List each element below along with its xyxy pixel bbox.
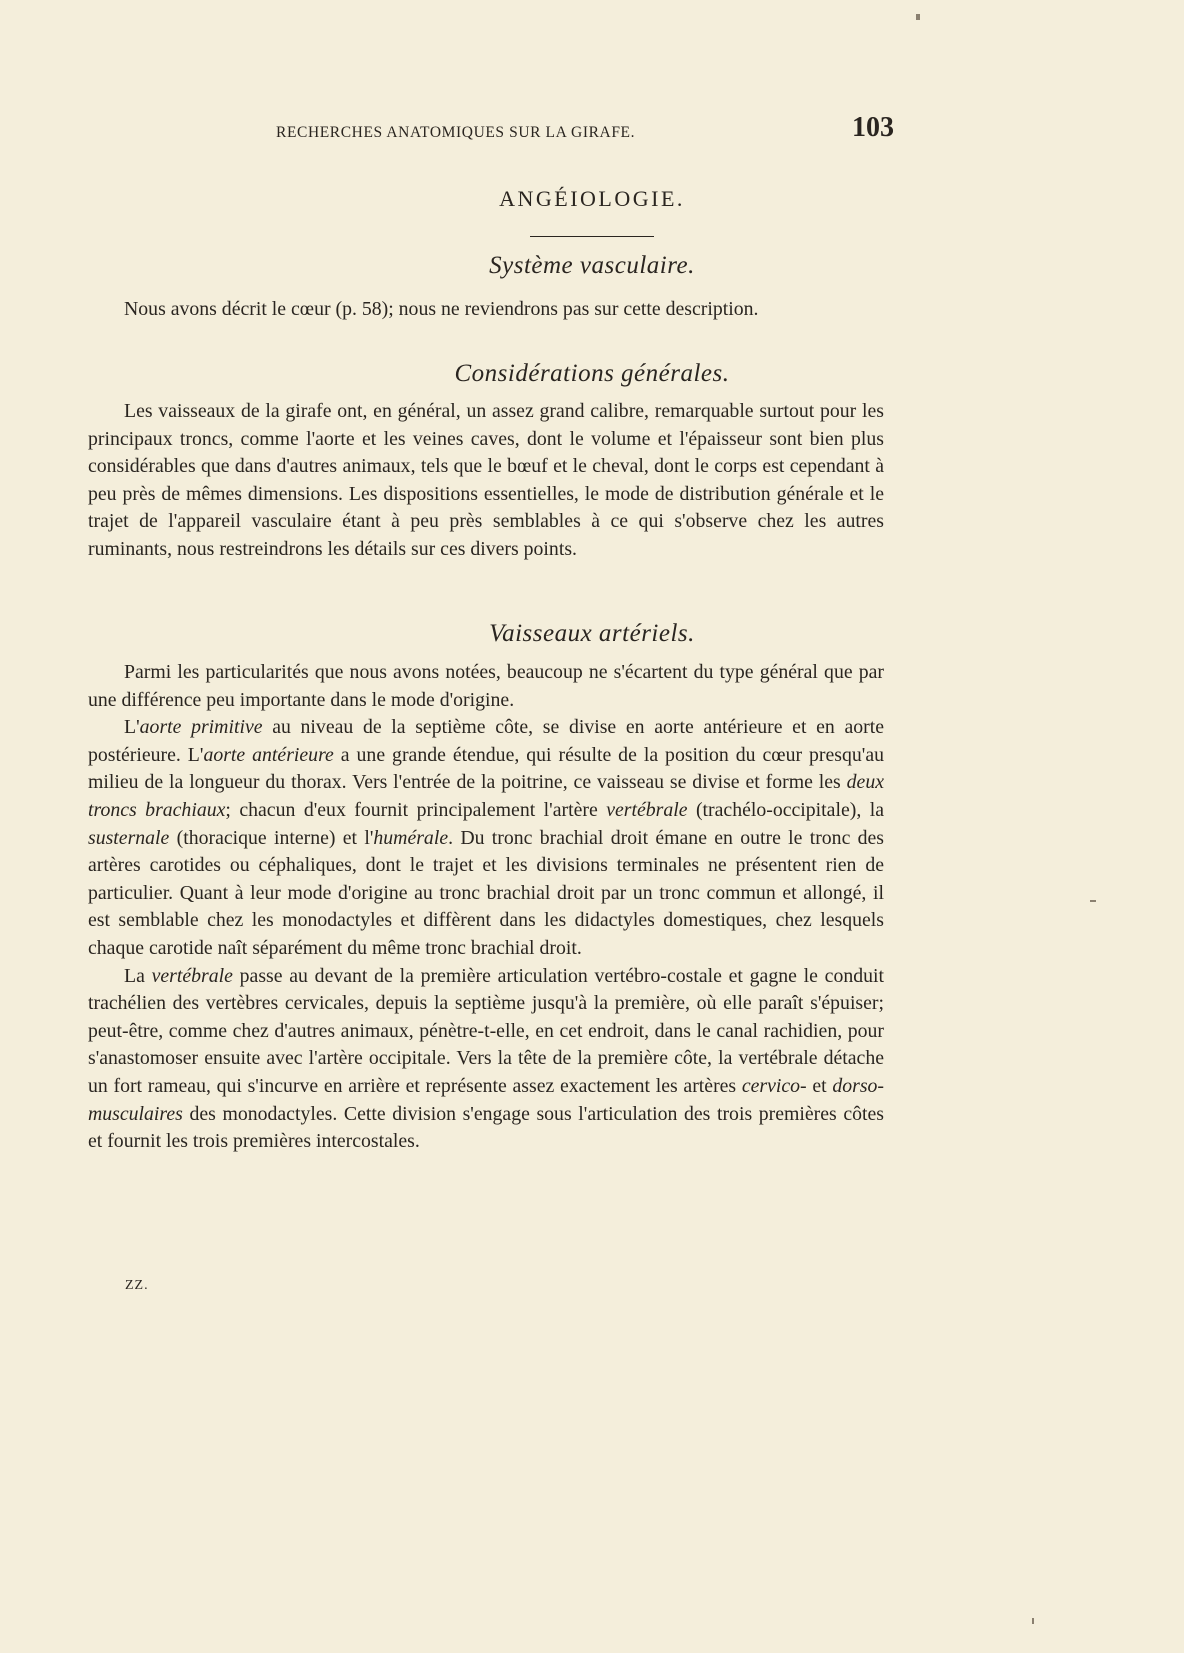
paragraph-text: Les vaisseaux de la girafe ont, en général, un assez grand calibre, remarquable surtout pour les principaux troncs, comme l'aorte et les veines caves, dont le volume et l'épaisseur sont bien plus considérables que dans d'autres animaux, tels que le bœuf et le cheval, dont le corps est cependant à peu près de mêmes dimensions. Les dispositions essentielles, le mode de distribution générale et le trajet de l'appareil vasculaire étant à peu près semblables à ce qui s'observe chez les autres ruminants, nous restreindrons les détails sur ces divers points. (88, 400, 884, 560)
speck (1032, 1618, 1034, 1624)
term-aorte-primitive: aorte primitive (139, 716, 263, 739)
heading-vaisseaux-arteriels: Vaisseaux artériels. (489, 620, 695, 647)
paragraph-considerations (88, 398, 884, 564)
page-number: 103 (852, 112, 894, 143)
speck (1090, 900, 1096, 902)
term-cervico: cervico- (741, 1074, 807, 1097)
paragraph-vertebrale: La vertébrale passe au devant de la première articulation vertébro-costale et gagne le conduit trachélien des vertèbres cervicales, depuis la septième jusqu'à la première, où elle paraît s'épuiser; peut-être, comme chez d'autres animaux, pénètre-t-elle, en cet endroit, dans le canal rachidien, pour s'anastomoser ensuite avec l'artère occipitale. Vers la tête de la première côte, la vertébrale détache un fort rameau, qui s'incurve en arrière et représente assez exactement les artères cervico- et dorso-musculaires des monodactyles. Cette division s'engage sous l'articulation des trois premières côtes et fournit les trois premières intercostales. (88, 964, 884, 1153)
term-vertebrale: vertébrale (606, 798, 688, 821)
chapter-title: ANGÉIOLOGIE. (499, 186, 685, 211)
term-deux-troncs: deux troncs brachiaux (88, 771, 884, 821)
paragraph-text: Nous avons décrit le cœur (p. 58); nous ne reviendrons pas sur cette description. (124, 298, 759, 320)
heading-considerations-generales: Considérations générales. (454, 360, 730, 387)
heading-systeme-vasculaire: Système vasculaire. (489, 252, 695, 279)
term-aorte-anterieure: aorte antérieure (203, 743, 334, 766)
paragraph-text: Parmi les particularités que nous avons notées, beaucoup ne s'écartent du type général que par une différence peu importante dans le mode d'origine. (88, 661, 884, 711)
term-susternale: susternale (88, 826, 170, 849)
paragraph-aorta: L'aorte primitive au niveau de la septième côte, se divise en aorte antérieure et en aorte postérieure. L'aorte antérieure a une grande étendue, qui résulte de la position du cœur presqu'au milieu de la longueur du thorax. Vers l'entrée de la poitrine, ce vaisseau se divise et forme les deux troncs brachiaux; chacun d'eux fournit principalement l'artère vertébrale (trachélo-occipitale), la susternale (thoracique interne) et l'humérale. Du tronc brachial droit émane en outre le tronc des artères carotides ou céphaliques, dont le trajet et les divisions terminales ne présentent rien de particulier. Quant à leur mode d'origine au tronc brachial droit par un tronc commun et allongé, il est semblable chez les monodactyles et diffèrent dans les didactyles domestiques, chez lesquels chaque carotide naît séparément du même tronc brachial droit. (88, 716, 885, 959)
term-vertebrale-2: vertébrale (151, 964, 233, 987)
signature-mark: ZZ. (125, 1278, 149, 1293)
paragraph-arteries (88, 659, 884, 1156)
running-head: RECHERCHES ANATOMIQUES SUR LA GIRAFE. (276, 124, 636, 141)
term-dorso-musculaires: dorso-musculaires (88, 1074, 884, 1125)
speck (916, 14, 920, 20)
title-rule (530, 236, 654, 237)
term-humerale: humérale (373, 826, 449, 849)
paragraph-intro (88, 296, 884, 324)
